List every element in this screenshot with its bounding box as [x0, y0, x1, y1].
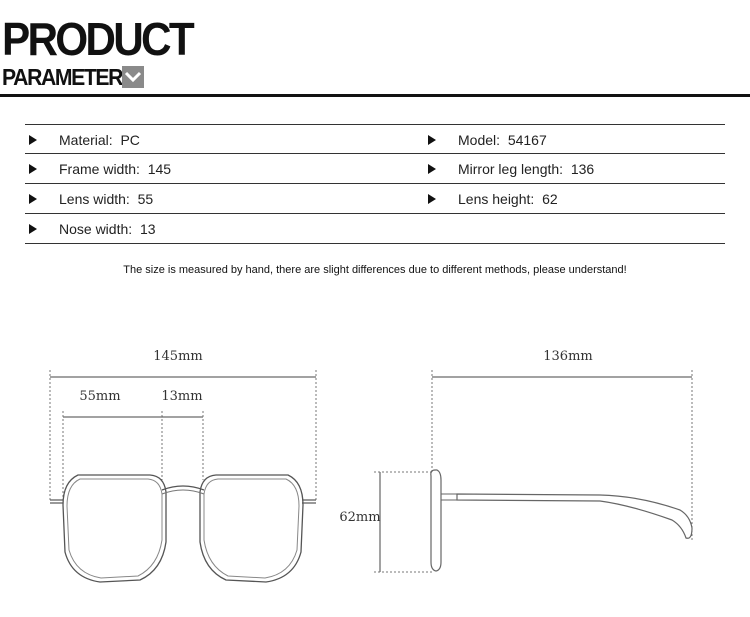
page-title: PRODUCT — [2, 13, 192, 65]
nose-width-label: 13mm — [161, 389, 203, 404]
frame-width-label: 145mm — [153, 349, 203, 364]
parameter-row — [25, 124, 725, 154]
chevron-down-icon — [122, 66, 144, 88]
parameter-label: Frame width: — [59, 160, 140, 177]
parameter-value: 13 — [139, 220, 156, 237]
parameter-value: 145 — [147, 160, 172, 177]
parameter-value: 55 — [137, 190, 154, 207]
bullet-triangle-icon — [29, 194, 37, 204]
parameter-label: Lens height: — [458, 190, 535, 207]
parameter-nose-width — [29, 214, 156, 243]
bullet-triangle-icon — [428, 194, 436, 204]
parameter-table — [25, 124, 725, 244]
parameter-frame-width — [29, 154, 171, 183]
parameter-value: 136 — [570, 160, 595, 177]
parameter-label: Model: — [458, 131, 501, 148]
lens-height-label: 62mm — [339, 510, 381, 525]
page-subtitle: PARAMETER — [2, 64, 123, 90]
bullet-triangle-icon — [29, 224, 37, 234]
parameter-value: PC — [120, 131, 140, 148]
lens-width-label: 55mm — [79, 389, 121, 404]
parameter-row — [25, 184, 725, 214]
measurement-note: The size is measured by hand, there are slight differences due to different methods, please understand! — [123, 264, 627, 276]
bullet-triangle-icon — [428, 164, 436, 174]
parameter-material — [29, 125, 140, 154]
parameter-value: 54167 — [507, 131, 547, 148]
glasses-dimension-diagram — [0, 330, 750, 617]
header-divider — [0, 94, 750, 97]
parameter-row — [25, 214, 725, 244]
parameter-mirror-leg-length — [428, 154, 594, 183]
parameter-value: 62 — [542, 190, 558, 207]
parameter-label: Lens width: — [59, 190, 130, 207]
front-view-glasses — [50, 349, 316, 582]
parameter-lens-width — [29, 184, 153, 213]
side-view-glasses — [339, 349, 692, 572]
parameter-row — [25, 154, 725, 184]
leg-length-label: 136mm — [543, 349, 593, 364]
bullet-triangle-icon — [428, 135, 436, 145]
parameter-label: Nose width: — [59, 220, 133, 237]
parameter-lens-height — [428, 184, 558, 213]
parameter-model — [428, 125, 547, 154]
parameter-label: Mirror leg length: — [458, 160, 564, 177]
bullet-triangle-icon — [29, 135, 37, 145]
product-parameter-header — [0, 0, 750, 100]
bullet-triangle-icon — [29, 164, 37, 174]
parameter-label: Material: — [59, 131, 113, 148]
